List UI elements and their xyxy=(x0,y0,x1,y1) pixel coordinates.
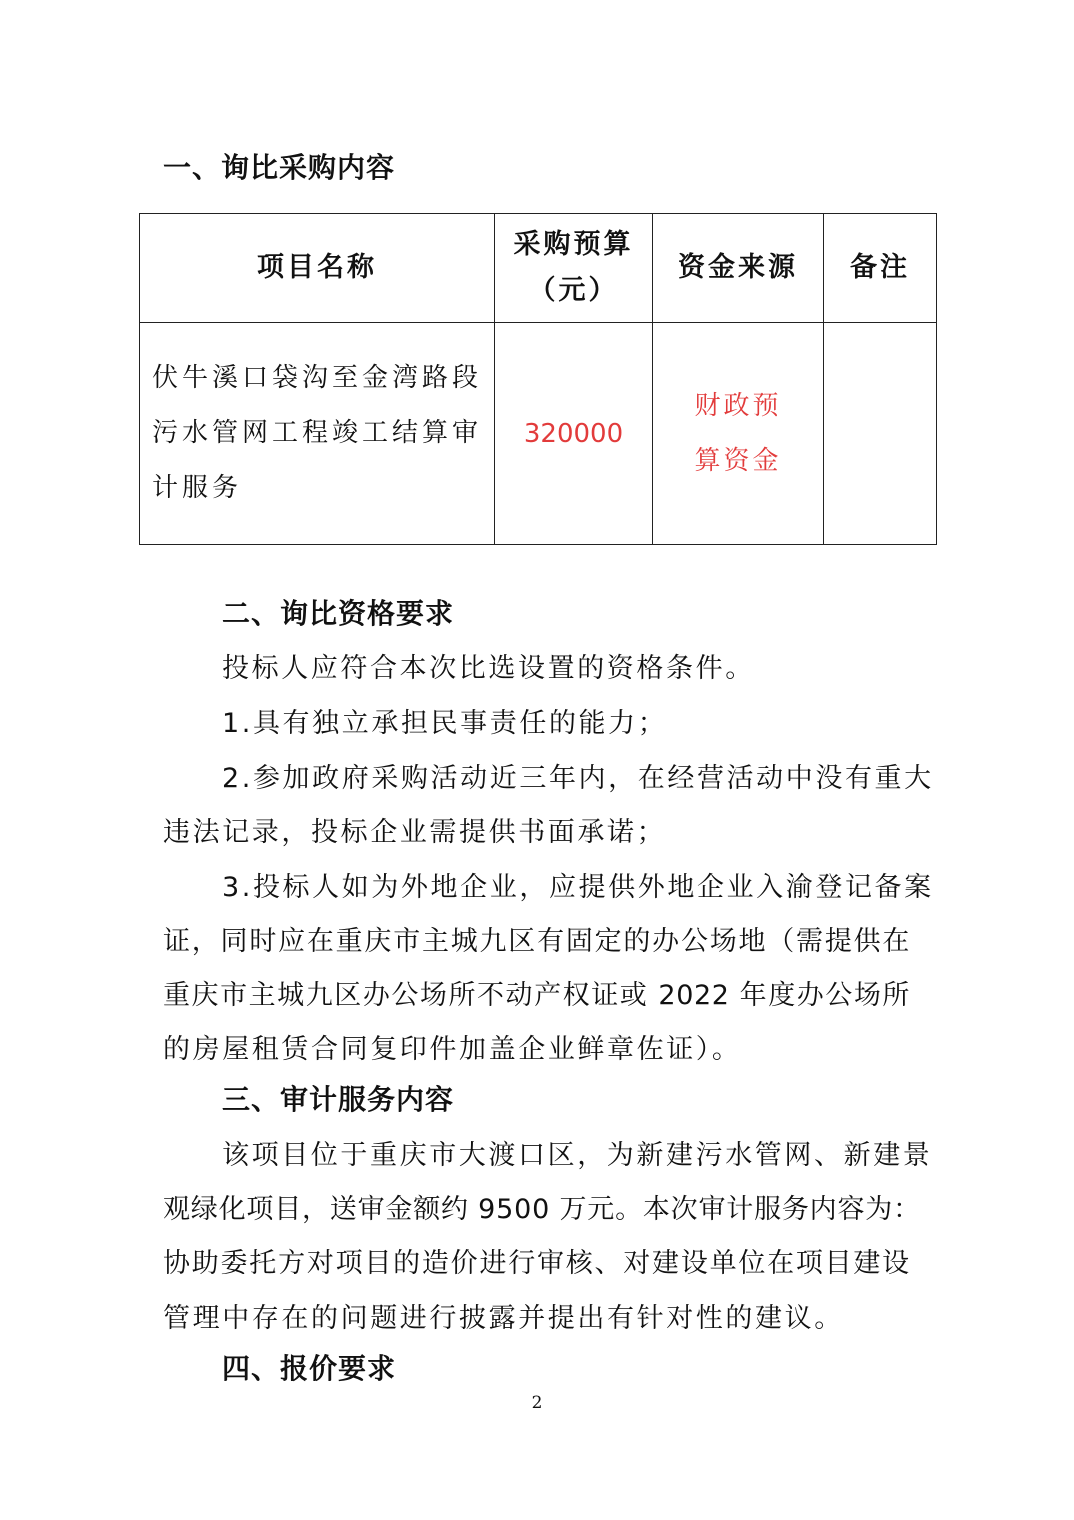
table-header-row xyxy=(140,214,937,323)
header-fund-source: 资金来源 xyxy=(653,214,824,323)
procurement-table xyxy=(139,213,937,545)
section2-item3-line3: 重庆市主城九区办公场所不动产权证或 2022 年度办公场所 xyxy=(163,980,910,1011)
section2-item2-line1: 2.参加政府采购活动近三年内，在经营活动中没有重大 xyxy=(222,763,934,794)
section2-item3-line4: 的房屋租赁合同复印件加盖企业鲜章佐证）。 xyxy=(163,1034,742,1065)
section2-item3-line1: 3.投标人如为外地企业，应提供外地企业入渝登记备案 xyxy=(222,872,934,903)
header-budget-line1: 采购预算 xyxy=(513,229,634,260)
project-name-line2: 污水管网工程竣工结算审 xyxy=(152,418,483,448)
section2-item3-line2: 证，同时应在重庆市主城九区有固定的办公场地（需提供在 xyxy=(163,926,910,957)
table-row xyxy=(140,323,937,545)
section3-line2: 观绿化项目，送审金额约 9500 万元。本次审计服务内容为： xyxy=(163,1194,921,1225)
section3-heading: 三、审计服务内容 xyxy=(222,1083,455,1116)
header-budget-line2: （元） xyxy=(528,275,619,306)
fund-source-line2: 算资金 xyxy=(694,445,782,476)
cell-budget: 320000 xyxy=(495,323,653,545)
header-budget xyxy=(495,214,653,323)
fund-source-line1: 财政预 xyxy=(694,390,782,421)
cell-fund-source xyxy=(653,323,824,545)
header-project-name: 项目名称 xyxy=(140,214,495,323)
section3-line4: 管理中存在的问题进行披露并提出有针对性的建议。 xyxy=(163,1303,844,1334)
section2-heading: 二、询比资格要求 xyxy=(222,597,455,630)
project-name-line1: 伏牛溪口袋沟至金湾路段 xyxy=(152,363,483,393)
section2-intro: 投标人应符合本次比选设置的资格条件。 xyxy=(222,653,755,684)
page-number: 2 xyxy=(531,1393,543,1413)
project-name-line3: 计服务 xyxy=(152,473,243,503)
section3-line1: 该项目位于重庆市大渡口区，为新建污水管网、新建景 xyxy=(222,1140,933,1171)
section4-heading: 四、报价要求 xyxy=(222,1352,397,1385)
section3-line3: 协助委托方对项目的造价进行审核、对建设单位在项目建设 xyxy=(163,1248,910,1279)
section1-heading: 一、询比采购内容 xyxy=(163,151,396,184)
section2-item2-line2: 违法记录，投标企业需提供书面承诺； xyxy=(163,817,667,848)
header-remarks: 备注 xyxy=(824,214,937,323)
cell-project-name xyxy=(140,323,495,545)
section2-item1: 1.具有独立承担民事责任的能力； xyxy=(222,708,668,739)
cell-remarks xyxy=(824,323,937,545)
